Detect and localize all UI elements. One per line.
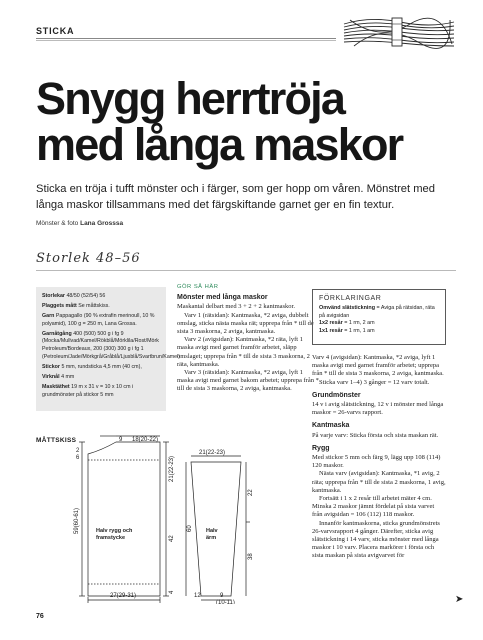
pattern-paragraph: Varv 3 (rätsidan): Kantmaska, *2 aviga, lyft 1 maska avigt med garnet bakom arbetet; upprepa från * till de sista 3 maskorna, 2 aviga, kantmaska. <box>177 369 319 393</box>
dim-sleeve-upper: 22 <box>248 489 254 496</box>
measurement-schematic <box>36 432 266 604</box>
dim-body-height: 59(60-61) <box>74 507 80 534</box>
dim-sleeve-cuff-2: 9 <box>220 593 224 599</box>
dim-armhole: 21(22-23) <box>169 455 175 482</box>
instruction-paragraph: Fortsätt i 1 x 2 resår till arbetet mäter 4 cm. Minska 2 maskor jämnt fördelat på sista varvet från avigsidan = 106 (112) 118 maskor. <box>312 495 435 519</box>
abbreviation-text: = Aviga på rätsidan, räta på avigsidan <box>319 305 435 319</box>
materials-item <box>42 384 160 399</box>
dim-side: 42 <box>169 535 175 542</box>
materials-label: Virknål <box>42 373 60 380</box>
pattern-column <box>177 283 320 394</box>
section-tag: STICKA <box>36 26 75 36</box>
dim-sleeve-length: 60 <box>187 525 193 532</box>
credit-prefix: Mönster & foto <box>36 220 79 227</box>
materials-item <box>42 303 160 311</box>
subheading-kantmaska: Kantmaska <box>312 422 350 430</box>
dim-sleeve-top: 21(22-23) <box>199 450 226 456</box>
instruction-paragraph: Innanför kantmaskorna, sticka grundmönstrets 26-varvsrapport 4 gånger. Därefter, sticka avig slätstickning i 14 varv, sticka mönster med långa maskor i 10 varv. Placera markörer i första och sista maskan på sista avigvarvet för <box>312 519 440 560</box>
header-rule-secondary <box>36 40 336 41</box>
instruction-paragraph: På varje varv: Sticka första och sista maskan rät. <box>312 431 439 439</box>
materials-label: Storlekar <box>42 293 65 299</box>
instruction-paragraph: Varv 4 (avigsidan): Kantmaska, *2 aviga, lyft 1 maska avigt med garnet framför arbetet; upprepa från * till de sista 3 maskorna, 2 aviga, kantmaska. <box>312 354 444 378</box>
materials-label: Stickor <box>42 363 60 370</box>
abbreviation-item <box>319 328 439 335</box>
abbreviation-item <box>319 320 439 327</box>
dim-body-top-1: 9 <box>119 437 123 443</box>
materials-item <box>42 374 160 382</box>
instruction-paragraph: Sticka varv 1–4) 3 gånger = 12 varv totalt. <box>319 378 430 386</box>
dim-rib: 4 <box>169 590 175 594</box>
abbreviation-label: Omvänd slätstickning <box>319 305 376 312</box>
article-title <box>36 73 456 170</box>
sleeve-label-2: ärm <box>206 535 217 541</box>
header-rule <box>36 38 336 39</box>
instruction-paragraph: 14 v i avig slätstickning, 12 v i mönster med långa maskor = 26-varvs rapport. <box>312 401 444 417</box>
dim-body-top-2: 18(20-22) <box>132 437 159 443</box>
abbreviations-heading: FÖRKLARINGAR <box>319 295 382 302</box>
subheading-rygg: Rygg <box>312 444 330 452</box>
dim-sleeve-cuff-3: (10-11) <box>216 600 235 604</box>
yarn-skein-icon <box>340 12 458 52</box>
materials-text: 48/50 (52/54) 56 <box>66 293 106 299</box>
abbreviation-text: = 1 rm, 2 am <box>344 320 375 327</box>
schematic-label: MÅTTSKISS <box>36 437 77 444</box>
section-kicker: GÖR SÅ HÄR <box>177 284 219 290</box>
abbreviations-box <box>312 289 446 345</box>
instructions-column <box>312 354 446 561</box>
sleeve-label-1: Halv <box>206 528 218 534</box>
materials-text: 19 m x 31 v = 10 x 10 cm i grundmönster på stickor 5 mm <box>42 383 134 398</box>
instruction-paragraph: Med stickor 5 mm och färg 9, lägg upp 108 (114) 120 maskor. <box>312 454 441 470</box>
pattern-paragraph: Maskantal delbart med 3 + 2 + 2 kantmaskor. <box>177 303 295 311</box>
materials-text: Se måttskiss. <box>78 303 110 310</box>
materials-label: Garnåtgång <box>42 330 72 337</box>
materials-box <box>36 287 181 411</box>
dim-neck-drop: 6 <box>76 455 80 461</box>
credit-line <box>36 220 123 227</box>
dim-shoulder-drop: 2 <box>76 448 80 454</box>
subheading-grundmonster: Grundmönster <box>312 391 361 399</box>
materials-label: Garn <box>42 313 55 320</box>
abbreviation-item <box>319 305 439 320</box>
materials-text: 5 mm, rundsticka 4,5 mm (40 cm), <box>61 363 142 370</box>
materials-label: Masktäthet <box>42 383 70 390</box>
pattern-paragraph: Varv 2 (avigsidan): Kantmaska, *2 räta, lyft 1 maska avigt med garnet framför arbetet, släpp omslaget; upprepa från * till de sista 3 maskorna, 2 räta, kantmaska. <box>177 336 310 368</box>
page-number: 76 <box>36 613 44 620</box>
materials-text: 4 mm <box>61 373 75 380</box>
abbreviation-text: = 1 rm, 1 am <box>344 327 375 334</box>
body-label-1: Halv rygg och <box>96 528 133 534</box>
instruction-paragraph: Nästa varv (avigsidan): Kantmaska, *1 avig, 2 räta; upprepa från * till de sista 2 maskorna, 1 avig, kantmaska. <box>312 470 446 494</box>
size-rule <box>36 270 456 271</box>
pattern-paragraph: Varv 1 (rätsidan): Kantmaska, *2 aviga, dubbelt omslag, sticka nästa maska rät; upprepa från * till de sista 3 maskorna, 2 aviga, kantmaska. <box>177 311 314 336</box>
size-heading: Storlek 48–56 <box>36 251 141 266</box>
materials-item <box>42 293 160 301</box>
pattern-heading: Mönster med långa maskor <box>177 294 268 302</box>
materials-label: Plaggets mått <box>42 303 77 310</box>
continue-arrow-icon: ➤ <box>455 594 464 605</box>
credit-name: Lana Grosssa <box>80 220 124 227</box>
materials-item <box>42 313 160 328</box>
dim-sleeve-lower: 38 <box>248 553 254 560</box>
body-label-2: framstycke <box>96 535 126 541</box>
materials-item <box>42 364 160 372</box>
materials-text: Pappagallo (90 % extrafin merinoull, 10 % polyamid), 100 g = 250 m, Lana Grossa. <box>42 313 155 327</box>
abbreviation-label: 1x1 resår <box>319 327 343 334</box>
body-outline <box>88 442 160 596</box>
materials-item <box>42 330 181 361</box>
title-line-1: Snygg herrtröja <box>36 73 345 124</box>
abbreviation-label: 1x2 resår <box>319 320 343 327</box>
materials-text: 400 (500) 500 g i fg 9 (Mocka/Mullvad/Kamel/Rökblå/Mörklila/Rost/Mörk Petroleum/Bordeaux, 200 (300) 300 g i fg 1 (Petroleum/Jade/Mörkgrå/Gråblå/Ljusblå/Svartbrun/Kamel) <box>42 330 181 360</box>
dim-body-width: 27(29-31) <box>110 593 137 599</box>
dim-sleeve-cuff: 12 <box>194 593 201 599</box>
title-line-2: med långa maskor <box>36 119 403 170</box>
article-intro: Sticka en tröja i tufft mönster och i färger, som ger hopp om våren. Mönstret med långa maskor tillsammans med det färgskiftande garnet ger en fin textur. <box>36 183 435 211</box>
